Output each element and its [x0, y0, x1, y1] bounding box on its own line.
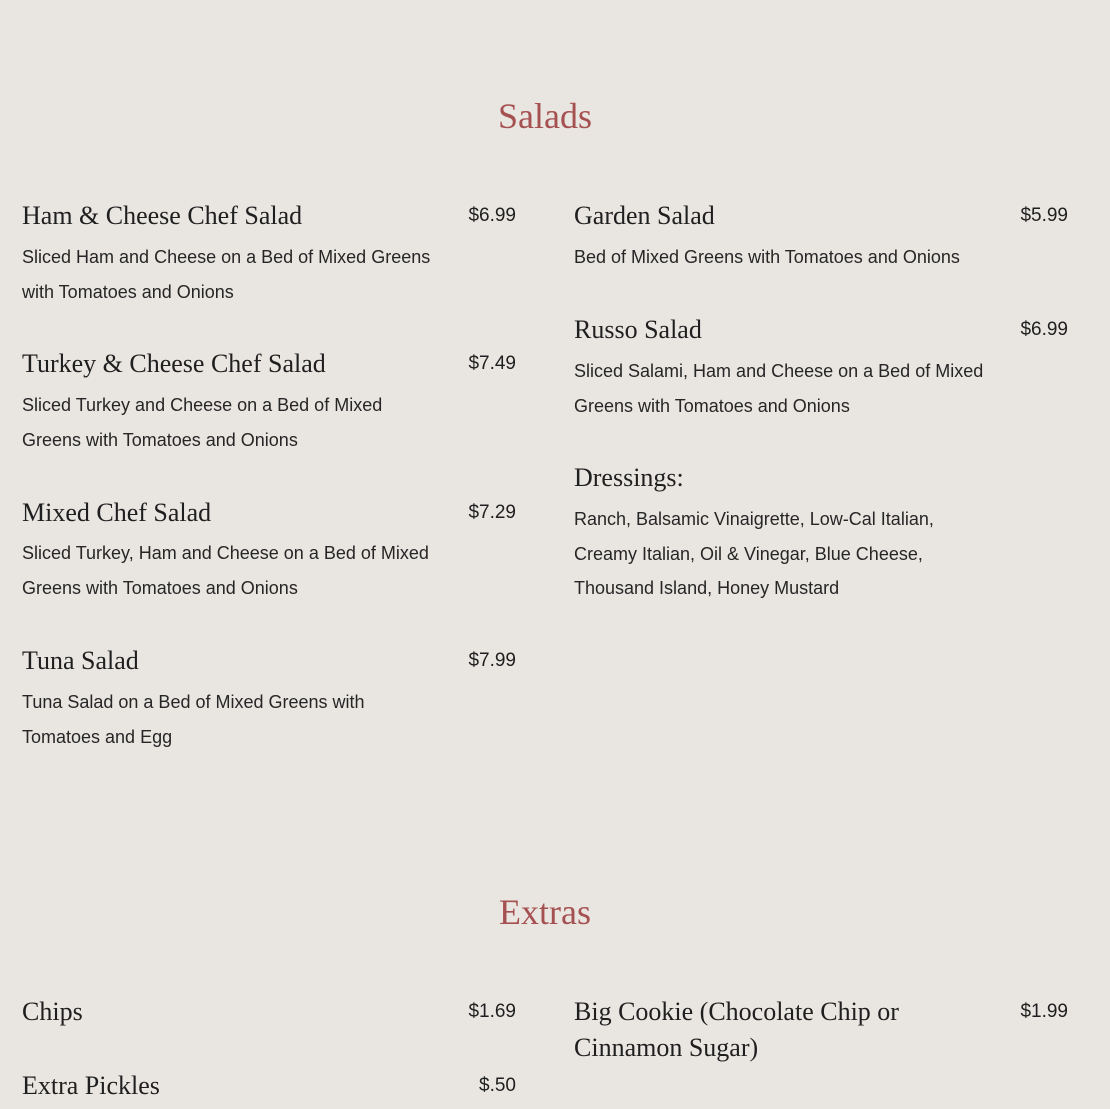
menu-item-extra-pickles	[22, 1068, 516, 1108]
item-price: $6.99	[468, 205, 516, 226]
item-name: Chips	[22, 997, 83, 1026]
item-price: $1.99	[1020, 1001, 1068, 1022]
menu-item-big-cookie	[574, 994, 1068, 1070]
item-name: Mixed Chef Salad	[22, 498, 212, 527]
item-description: Tuna Salad on a Bed of Mixed Greens with Tomatoes and Egg	[22, 692, 365, 747]
item-name: Garden Salad	[574, 201, 715, 230]
item-price: $7.29	[468, 502, 516, 523]
item-name: Extra Pickles	[22, 1071, 160, 1100]
item-price: $7.99	[468, 650, 516, 671]
menu-item-chips	[22, 994, 516, 1034]
item-description: Sliced Ham and Cheese on a Bed of Mixed Greens with Tomatoes and Onions	[22, 247, 431, 302]
item-name: Ham & Cheese Chef Salad	[22, 201, 303, 230]
menu-item-turkey-cheese-chef-salad	[22, 346, 516, 456]
item-description: Bed of Mixed Greens with Tomatoes and Onions	[574, 247, 960, 267]
item-description: Ranch, Balsamic Vinaigrette, Low-Cal Italian, Creamy Italian, Oil & Vinegar, Blue Cheese, Thousand Island, Honey Mustard	[574, 509, 934, 598]
menu-item-mixed-chef-salad	[22, 495, 516, 605]
item-price: $5.99	[1020, 205, 1068, 226]
item-description: Sliced Turkey, Ham and Cheese on a Bed of Mixed Greens with Tomatoes and Onions	[22, 543, 429, 598]
item-price: $6.99	[1020, 319, 1068, 340]
item-name: Dressings:	[574, 463, 684, 492]
section-title-salads: Salads	[498, 96, 592, 136]
menu-item-garden-salad	[574, 198, 1068, 278]
item-name: Turkey & Cheese Chef Salad	[22, 349, 326, 378]
menu-item-russo-salad	[574, 312, 1068, 422]
item-description: Sliced Turkey and Cheese on a Bed of Mixed Greens with Tomatoes and Onions	[22, 395, 383, 450]
menu-item-ham-cheese-chef-salad	[22, 198, 516, 308]
menu-item-dressings	[574, 460, 1068, 610]
item-name: Big Cookie (Chocolate Chip or Cinnamon Sugar)	[574, 997, 899, 1062]
item-price: $7.49	[468, 353, 516, 374]
item-name: Tuna Salad	[22, 646, 139, 675]
section-title-extras: Extras	[499, 892, 591, 932]
item-description: Sliced Salami, Ham and Cheese on a Bed of Mixed Greens with Tomatoes and Onions	[574, 361, 984, 416]
menu-item-tuna-salad	[22, 643, 516, 753]
item-price: $1.69	[468, 1001, 516, 1022]
item-price: $.50	[479, 1075, 516, 1096]
item-name: Russo Salad	[574, 315, 702, 344]
